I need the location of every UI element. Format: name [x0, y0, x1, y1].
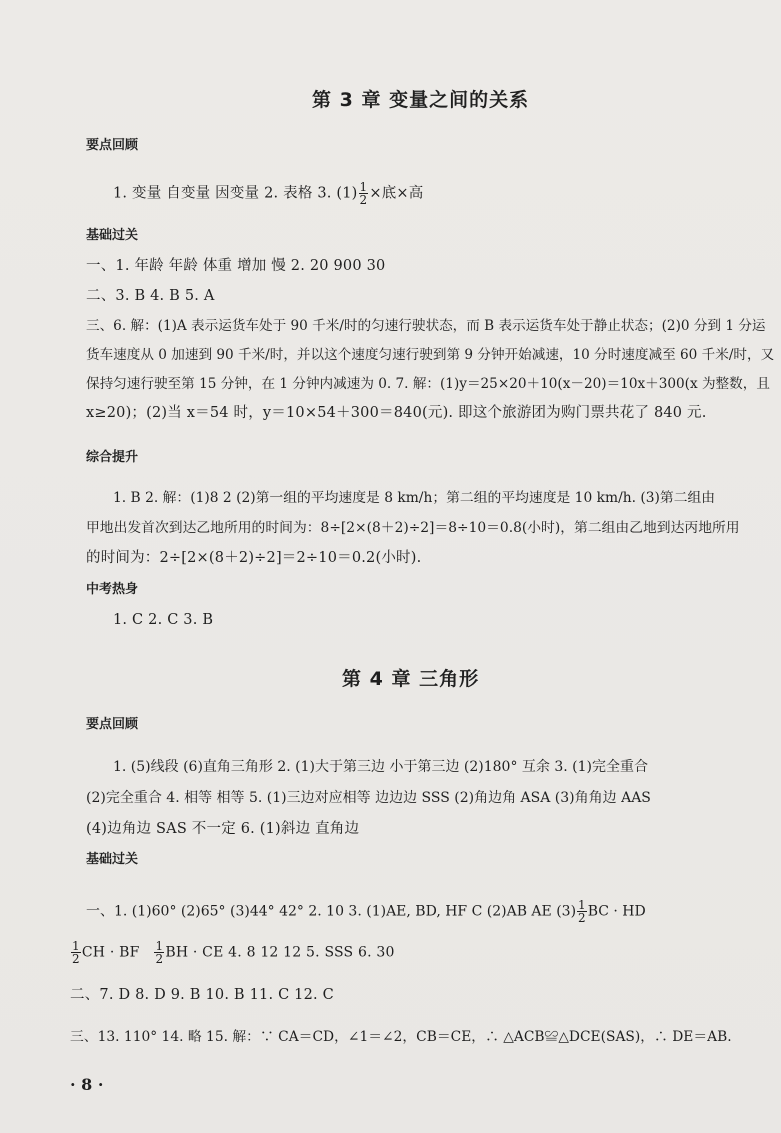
ch3-basic-line: 二、3. B 4. B 5. A	[86, 288, 215, 304]
ch4-basic-line: 二、7. D 8. D 9. B 10. B 11. C 12. C	[70, 987, 334, 1003]
chapter-4-title: 第 4 章 三角形	[342, 668, 480, 690]
ch3-review-line	[113, 181, 423, 206]
fraction-denominator: 2	[155, 952, 164, 966]
ch3-advanced-heading: 综合提升	[86, 450, 139, 465]
ch4-basic-line	[70, 940, 395, 965]
ch4-basic-line: 三、13. 110° 14. 略 15. 解：∵ CA＝CD，∠1＝∠2，CB＝CE，∴ △ACB≌△DCE(SAS)，∴ DE＝AB.	[70, 1029, 732, 1045]
fraction-one-half	[71, 940, 81, 965]
fraction-numerator: 1	[72, 939, 80, 953]
ch4-basic-line	[86, 899, 646, 924]
ch3-basic-line: 保持匀速行驶至第 15 分钟，在 1 分钟内减速为 0. 7. 解：(1)y＝25×20＋10(x－20)＝10x＋300(x 为整数，且	[86, 376, 770, 392]
ch3-basic-heading: 基础过关	[86, 228, 139, 243]
fraction-one-half	[359, 181, 369, 206]
ch3-advanced-line: 1. B 2. 解：(1)8 2 (2)第一组的平均速度是 8 km/h；第二组的平均速度是 10 km/h. (3)第二组由	[113, 490, 716, 506]
ch4-review-line: (2)完全重合 4. 相等 相等 5. (1)三边对应相等 边边边 SSS (2)角边角 ASA (3)角角边 AAS	[86, 790, 651, 806]
chapter-3-title: 第 3 章 变量之间的关系	[312, 89, 530, 111]
ch3-advanced-line: 甲地出发首次到达乙地所用的时间为：8÷[2×(8＋2)÷2]＝8÷10＝0.8(小时)，第二组由乙地到达丙地所用	[86, 520, 740, 536]
ch4-review-line: (4)边角边 SAS 不一定 6. (1)斜边 直角边	[86, 821, 360, 837]
ch4-basic-text-b: BC · HD	[587, 903, 646, 920]
page-number: · 8 ·	[70, 1075, 104, 1094]
fraction-denominator: 2	[578, 911, 586, 925]
ch4-review-heading: 要点回顾	[86, 717, 139, 732]
ch3-exam-line: 1. C 2. C 3. B	[113, 612, 214, 628]
fraction-numerator: 1	[578, 898, 586, 912]
fraction-one-half	[154, 940, 164, 965]
ch4-basic-text-a: 一、1. (1)60° (2)65° (3)44° 42° 2. 10 3. (1)AE, BD, HF C (2)AB AE (3)	[86, 903, 577, 920]
ch4-basic-text-c: CH · BF	[81, 944, 140, 961]
ch3-review-heading: 要点回顾	[86, 138, 139, 153]
ch3-basic-line: 一、1. 年龄 年龄 体重 增加 慢 2. 20 900 30	[86, 258, 386, 274]
fraction-numerator: 1	[359, 180, 368, 194]
fraction-denominator: 2	[359, 193, 368, 207]
ch3-review-text-a: 1. 变量 自变量 因变量 2. 表格 3. (1)	[113, 185, 358, 202]
fraction-one-half	[577, 899, 587, 924]
fraction-denominator: 2	[72, 952, 80, 966]
ch3-basic-line: x≥20)；(2)当 x＝54 时，y＝10×54＋300＝840(元). 即这个旅游团为购门票共花了 840 元.	[86, 405, 707, 421]
ch4-review-line: 1. (5)线段 (6)直角三角形 2. (1)大于第三边 小于第三边 (2)180° 互余 3. (1)完全重合	[113, 759, 648, 775]
fraction-numerator: 1	[155, 939, 164, 953]
ch3-exam-heading: 中考热身	[86, 582, 139, 597]
ch3-advanced-line: 的时间为：2÷[2×(8＋2)÷2]＝2÷10＝0.2(小时).	[86, 550, 422, 566]
ch3-basic-line: 三、6. 解：(1)A 表示运货车处于 90 千米/时的匀速行驶状态，而 B 表示运货车处于静止状态；(2)0 分到 1 分运	[86, 318, 766, 334]
ch3-basic-line: 货车速度从 0 加速到 90 千米/时，并以这个速度匀速行驶到第 9 分钟开始减速，10 分时速度减至 60 千米/时，又	[86, 347, 775, 363]
ch4-basic-text-d: BH · CE 4. 8 12 12 5. SSS 6. 30	[165, 944, 395, 961]
ch3-review-text-b: ×底×高	[369, 185, 424, 202]
ch4-basic-heading: 基础过关	[86, 852, 139, 867]
